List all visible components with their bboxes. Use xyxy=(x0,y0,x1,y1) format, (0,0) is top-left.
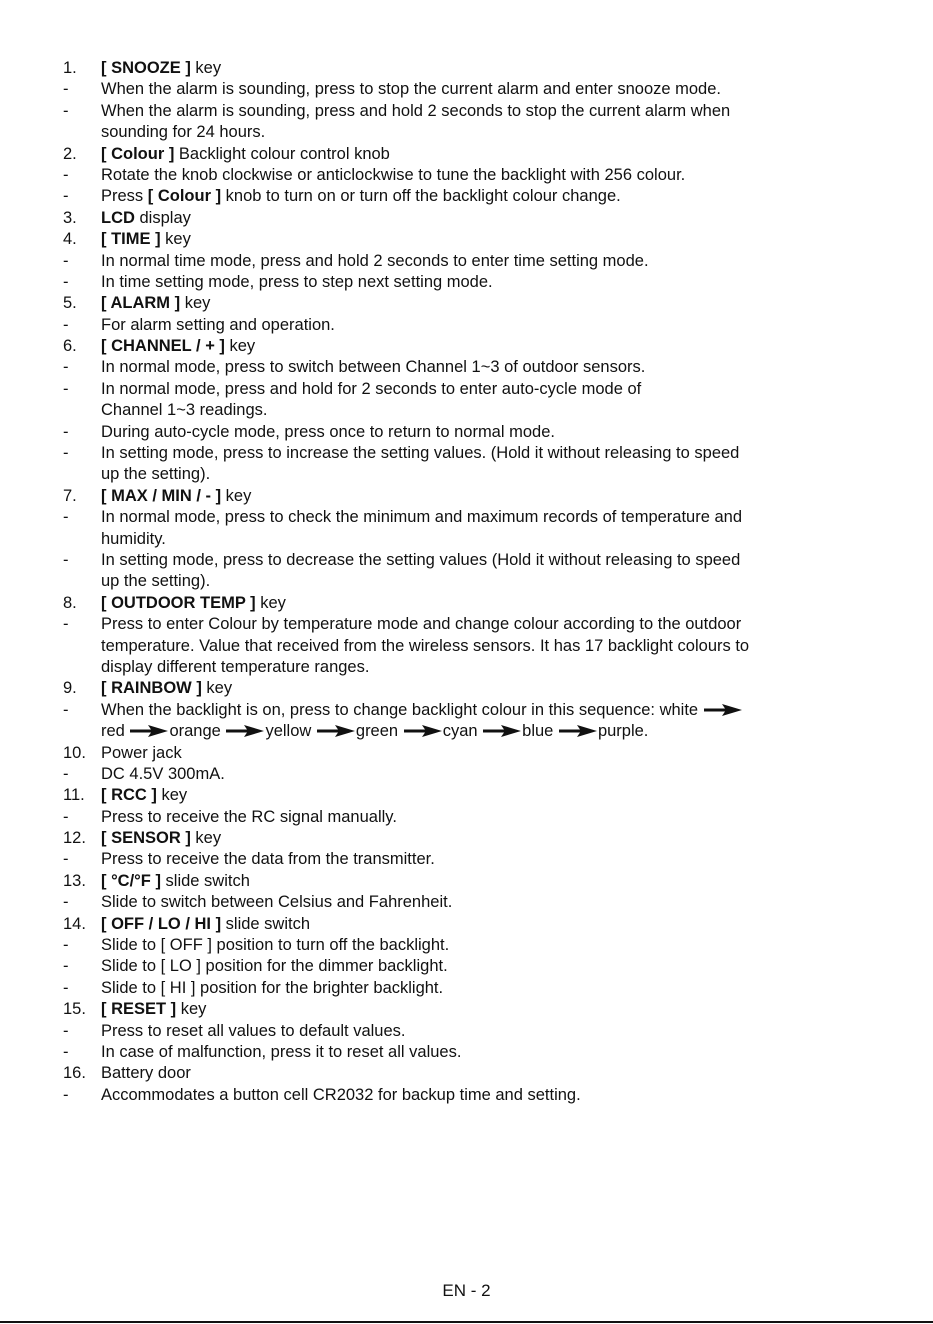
line-text xyxy=(101,186,621,207)
bullet-marker: - xyxy=(63,700,69,719)
bullet-marker: - xyxy=(63,187,69,206)
line-text xyxy=(101,935,449,956)
text-line xyxy=(0,357,933,378)
bullet-text: humidity. xyxy=(101,529,166,548)
bullet-text: When the alarm is sounding, press to stop the current alarm and enter snooze mode. xyxy=(101,80,721,99)
text-line xyxy=(0,1085,933,1106)
line-text xyxy=(101,828,221,849)
item-number: 5. xyxy=(63,294,77,313)
bullet-marker: - xyxy=(63,165,69,184)
text-line xyxy=(0,165,933,186)
key-name: [ Colour ] xyxy=(147,187,222,206)
text-line xyxy=(0,122,933,143)
text-line xyxy=(0,828,933,849)
text-line xyxy=(0,229,933,250)
item-description: slide switch xyxy=(160,871,250,890)
text-line xyxy=(0,79,933,100)
arrow-right-icon xyxy=(129,725,169,737)
text-line xyxy=(0,144,933,165)
text-line xyxy=(0,935,933,956)
bullet-text: Channel 1~3 readings. xyxy=(101,401,268,420)
line-text xyxy=(101,914,310,935)
bullet-text: In setting mode, press to increase the setting values. (Hold it without releasing to speed xyxy=(101,444,740,463)
bullet-text: Press to reset all values to default values. xyxy=(101,1021,406,1040)
bullet-text: Press to receive the data from the transmitter. xyxy=(101,850,435,869)
text-line xyxy=(0,507,933,528)
bullet-text: sounding for 24 hours. xyxy=(101,123,266,142)
bullet-marker: - xyxy=(63,315,69,334)
line-text xyxy=(101,1042,461,1063)
item-description: key xyxy=(156,786,188,805)
line-text xyxy=(101,165,685,186)
item-title: [ TIME ] xyxy=(101,230,161,249)
line-text xyxy=(101,978,443,999)
item-description: key xyxy=(201,679,233,698)
bullet-text: When the backlight is on, press to change backlight colour in this sequence: white xyxy=(101,700,703,719)
item-description: Battery door xyxy=(101,1064,191,1083)
text-line xyxy=(0,743,933,764)
text-line xyxy=(0,400,933,421)
item-title: [ CHANNEL / + ] xyxy=(101,337,225,356)
text-line xyxy=(0,315,933,336)
colour-name: red xyxy=(101,722,125,741)
text-line xyxy=(0,871,933,892)
line-text xyxy=(101,122,265,143)
line-text xyxy=(101,700,743,721)
line-text xyxy=(101,571,210,592)
bullet-marker: - xyxy=(63,508,69,527)
item-description: Power jack xyxy=(101,743,182,762)
item-title: [ RESET ] xyxy=(101,1000,177,1019)
line-text xyxy=(101,208,191,229)
line-text xyxy=(101,1063,191,1084)
arrow-right-icon xyxy=(403,725,443,737)
item-title: [ MAX / MIN / - ] xyxy=(101,486,222,505)
line-text xyxy=(101,58,221,79)
line-text xyxy=(101,422,555,443)
item-number: 3. xyxy=(63,208,77,227)
text-line xyxy=(0,956,933,977)
item-number: 9. xyxy=(63,679,77,698)
text-line xyxy=(0,336,933,357)
item-number: 1. xyxy=(63,59,77,77)
line-text xyxy=(101,956,448,977)
item-number: 16. xyxy=(63,1064,86,1083)
item-description: key xyxy=(224,337,256,356)
text-line xyxy=(0,999,933,1020)
item-number: 7. xyxy=(63,486,77,505)
text-line xyxy=(0,764,933,785)
item-number: 14. xyxy=(63,914,86,933)
bullet-text: up the setting). xyxy=(101,572,211,591)
item-number: 6. xyxy=(63,337,77,356)
bullet-marker: - xyxy=(63,893,69,912)
item-title: [ SNOOZE ] xyxy=(101,59,191,77)
text-line xyxy=(0,186,933,207)
line-text xyxy=(101,614,741,635)
item-description: key xyxy=(180,294,211,313)
item-number: 8. xyxy=(63,593,77,612)
bullet-marker: - xyxy=(63,957,69,976)
line-text xyxy=(101,657,369,678)
line-text xyxy=(101,336,255,357)
line-text xyxy=(101,443,739,464)
line-text xyxy=(101,785,187,806)
text-line xyxy=(0,422,933,443)
bullet-marker: - xyxy=(63,422,69,441)
item-description: key xyxy=(176,1000,207,1019)
line-text xyxy=(101,400,268,421)
bullet-text: In setting mode, press to decrease the setting values (Hold it without releasing to speed xyxy=(101,550,741,569)
bullet-text: In normal mode, press to check the minimum and maximum records of temperature and xyxy=(101,508,743,527)
bullet-text: Accommodates a button cell CR2032 for backup time and setting. xyxy=(101,1085,581,1104)
bottom-rule xyxy=(0,1321,933,1323)
bullet-marker: - xyxy=(63,978,69,997)
text-line xyxy=(0,1042,933,1063)
bullet-marker: - xyxy=(63,615,69,634)
text-line xyxy=(0,892,933,913)
arrow-right-icon xyxy=(703,704,743,716)
bullet-text: Press to enter Colour by temperature mode and change colour according to the outdoor xyxy=(101,615,742,634)
line-text xyxy=(101,101,730,122)
line-text xyxy=(101,807,397,828)
bullet-marker: - xyxy=(63,1085,69,1104)
text-line xyxy=(0,636,933,657)
bullet-marker: - xyxy=(63,850,69,869)
instruction-list xyxy=(0,58,933,1106)
bullet-text: In normal mode, press and hold for 2 seconds to enter auto-cycle mode of xyxy=(101,379,642,398)
text-line xyxy=(0,550,933,571)
line-text xyxy=(101,892,452,913)
text-line xyxy=(0,614,933,635)
line-text xyxy=(101,678,232,699)
bullet-text: Press xyxy=(101,187,148,206)
line-text xyxy=(101,999,206,1020)
page-number: EN - 2 xyxy=(442,1281,491,1300)
line-text xyxy=(101,743,182,764)
text-line xyxy=(0,101,933,122)
item-description: key xyxy=(190,829,222,848)
text-line xyxy=(0,678,933,699)
item-description: display xyxy=(134,208,191,227)
bullet-text: temperature. Value that received from the wireless sensors. It has 17 backlight colours to xyxy=(101,636,750,655)
line-text xyxy=(101,379,641,400)
line-text xyxy=(101,507,742,528)
text-line xyxy=(0,807,933,828)
bullet-marker: - xyxy=(63,379,69,398)
bullet-text: Slide to [ LO ] position for the dimmer backlight. xyxy=(101,957,448,976)
line-text xyxy=(101,251,649,272)
text-line xyxy=(0,208,933,229)
line-text xyxy=(101,636,749,657)
bullet-text: For alarm setting and operation. xyxy=(101,315,335,334)
item-number: 13. xyxy=(63,871,86,890)
item-title: [ ALARM ] xyxy=(101,294,181,313)
bullet-marker: - xyxy=(63,550,69,569)
item-description: key xyxy=(255,593,286,612)
bullet-text: Slide to switch between Celsius and Fahrenheit. xyxy=(101,893,453,912)
bullet-marker: - xyxy=(63,807,69,826)
bullet-text: When the alarm is sounding, press and hold 2 seconds to stop the current alarm when xyxy=(101,101,731,120)
text-line xyxy=(0,914,933,935)
line-text xyxy=(101,229,191,250)
line-text xyxy=(101,849,435,870)
item-description: key xyxy=(221,486,252,505)
bullet-marker: - xyxy=(63,1042,69,1061)
bullet-marker: - xyxy=(63,101,69,120)
text-line xyxy=(0,849,933,870)
line-text xyxy=(101,764,225,785)
item-number: 10. xyxy=(63,743,86,762)
item-number: 12. xyxy=(63,829,86,848)
text-line xyxy=(0,379,933,400)
bullet-text: In time setting mode, press to step next setting mode. xyxy=(101,272,493,291)
arrow-right-icon xyxy=(558,725,598,737)
bullet-text: During auto-cycle mode, press once to return to normal mode. xyxy=(101,422,555,441)
line-text xyxy=(101,315,335,336)
line-text xyxy=(101,1021,406,1042)
text-line xyxy=(0,443,933,464)
text-line xyxy=(0,593,933,614)
colour-name: blue xyxy=(522,722,554,741)
arrow-right-icon xyxy=(316,725,356,737)
item-number: 2. xyxy=(63,144,77,163)
item-title: LCD xyxy=(101,208,135,227)
text-line xyxy=(0,486,933,507)
line-text xyxy=(101,1085,581,1106)
colour-name: cyan xyxy=(442,722,478,741)
item-number: 15. xyxy=(63,1000,86,1019)
item-number: 4. xyxy=(63,230,77,249)
line-text xyxy=(101,529,166,550)
text-line xyxy=(0,657,933,678)
item-title: [ RAINBOW ] xyxy=(101,679,202,698)
item-description: Backlight colour control knob xyxy=(174,144,390,163)
text-line xyxy=(0,571,933,592)
text-line xyxy=(0,721,933,742)
line-text xyxy=(101,464,210,485)
text-line xyxy=(0,529,933,550)
colour-name: green xyxy=(355,722,399,741)
bullet-text: DC 4.5V 300mA. xyxy=(101,764,225,783)
text-line xyxy=(0,58,933,79)
line-text xyxy=(101,871,250,892)
arrow-right-icon xyxy=(225,725,265,737)
item-number: 11. xyxy=(63,786,85,805)
item-title: [ °C/°F ] xyxy=(101,871,161,890)
text-line xyxy=(0,978,933,999)
line-text xyxy=(101,357,645,378)
bullet-text: Slide to [ OFF ] position to turn off the backlight. xyxy=(101,936,450,955)
bullet-marker: - xyxy=(63,1021,69,1040)
item-description: slide switch xyxy=(221,914,311,933)
item-title: [ OFF / LO / HI ] xyxy=(101,914,222,933)
bullet-text: In normal mode, press to switch between Channel 1~3 of outdoor sensors. xyxy=(101,358,646,377)
text-line xyxy=(0,251,933,272)
line-text xyxy=(101,550,740,571)
line-text xyxy=(101,593,286,614)
item-description: key xyxy=(190,59,222,77)
line-text xyxy=(101,144,390,165)
text-line xyxy=(0,785,933,806)
item-title: [ OUTDOOR TEMP ] xyxy=(101,593,256,612)
bullet-text: knob to turn on or turn off the backlight colour change. xyxy=(221,187,621,206)
bullet-marker: - xyxy=(63,764,69,783)
line-text xyxy=(101,272,493,293)
bullet-text: Press to receive the RC signal manually. xyxy=(101,807,397,826)
bullet-text: Rotate the knob clockwise or anticlockwise to tune the backlight with 256 colour. xyxy=(101,165,686,184)
bullet-marker: - xyxy=(63,272,69,291)
bullet-text: display different temperature ranges. xyxy=(101,657,370,676)
bullet-text: Slide to [ HI ] position for the brighter backlight. xyxy=(101,978,444,997)
colour-name: purple. xyxy=(597,722,649,741)
colour-name: yellow xyxy=(265,722,312,741)
colour-name: orange xyxy=(169,722,221,741)
item-title: [ Colour ] xyxy=(101,144,175,163)
item-title: [ RCC ] xyxy=(101,786,157,805)
text-line xyxy=(0,464,933,485)
text-line xyxy=(0,700,933,721)
line-text xyxy=(101,486,251,507)
bullet-text: up the setting). xyxy=(101,465,211,484)
bullet-marker: - xyxy=(63,251,69,270)
bullet-marker: - xyxy=(63,444,69,463)
bullet-marker: - xyxy=(63,936,69,955)
text-line xyxy=(0,1021,933,1042)
line-text xyxy=(101,79,721,100)
text-line xyxy=(0,293,933,314)
text-line xyxy=(0,1063,933,1084)
line-text xyxy=(101,293,210,314)
arrow-right-icon xyxy=(482,725,522,737)
bullet-marker: - xyxy=(63,358,69,377)
bullet-text: In case of malfunction, press it to reset all values. xyxy=(101,1042,462,1061)
item-title: [ SENSOR ] xyxy=(101,829,191,848)
bullet-marker: - xyxy=(63,80,69,99)
line-text xyxy=(101,721,648,742)
item-description: key xyxy=(160,230,191,249)
bullet-text: In normal time mode, press and hold 2 seconds to enter time setting mode. xyxy=(101,251,649,270)
text-line xyxy=(0,272,933,293)
